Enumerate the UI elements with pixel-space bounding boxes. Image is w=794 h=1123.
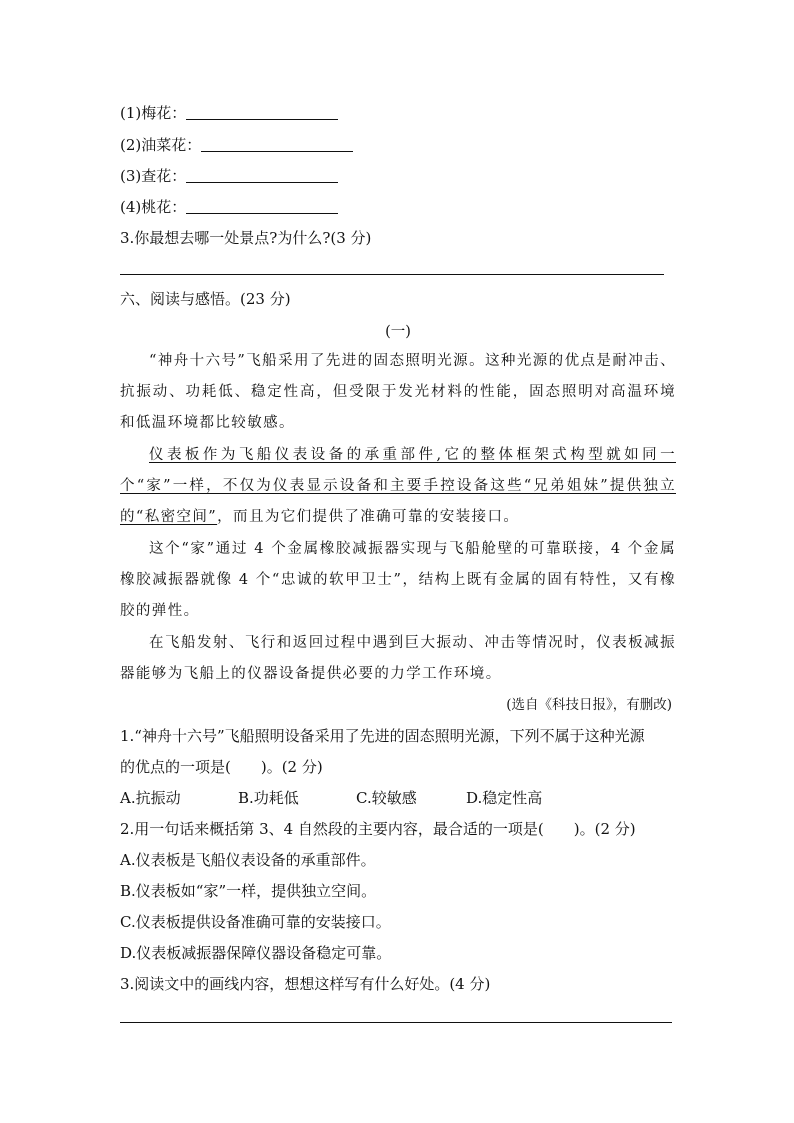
question-2-option-d[interactable]: D.仪表板减振器保障仪器设备稳定可靠。 <box>120 944 392 962</box>
question-1-line2: 的优点的一项是( )。(2 分) <box>120 758 323 776</box>
fill-item-rapeseed <box>120 135 353 155</box>
question-1-options <box>120 788 542 808</box>
passage-paragraph-4: 在飞船发射、飞行和返回过程中遇到巨大振动、冲击等情况时，仪表板减振器能够为飞船上的仪器设备提供必要的力学工作环境。 <box>120 635 676 682</box>
question-1-line1: 1.“神舟十六号”飞船照明设备采用了先进的固态照明光源，下列不属于这种光源 <box>120 727 645 745</box>
option-a[interactable]: A.抗振动 <box>120 789 181 807</box>
fill-item-plum <box>120 103 338 123</box>
fill-item-label: (4)桃花： <box>120 198 187 216</box>
passage-paragraph-2-tail: ，而且为它们提供了准确可靠的安装接口。 <box>217 509 520 525</box>
option-c[interactable]: C.较敏感 <box>356 789 417 807</box>
question-2-option-b[interactable]: B.仪表板如“家”一样，提供独立空间。 <box>120 882 377 900</box>
question-3-top: 3.你最想去哪一处景点?为什么?(3 分) <box>120 229 372 247</box>
answer-line[interactable] <box>120 1022 672 1023</box>
fill-item-label: (2)油菜花： <box>120 136 202 154</box>
answer-blank[interactable] <box>186 168 338 183</box>
answer-blank[interactable] <box>186 199 338 214</box>
question-2-option-a[interactable]: A.仪表板是飞船仪表设备的承重部件。 <box>120 851 376 869</box>
answer-line[interactable] <box>120 274 664 275</box>
question-2-option-c[interactable]: C.仪表板提供设备准确可靠的安装接口。 <box>120 913 391 931</box>
answer-blank[interactable] <box>186 105 338 120</box>
underlined-passage: 仪表板作为飞船仪表设备的承重部件,它的整体框架式构型就如同一个“家”一样，不仅为仪表显示设备和主要手控设备这些“兄弟姐妹”提供独立的“私密空间” <box>120 447 676 525</box>
option-b[interactable]: B.功耗低 <box>238 789 299 807</box>
fill-item-cha <box>120 166 338 186</box>
fill-item-peach <box>120 197 338 217</box>
part-label: (一) <box>385 324 411 340</box>
fill-item-label: (1)梅花： <box>120 104 187 122</box>
passage-source: (选自《科技日报》，有删改) <box>506 697 672 713</box>
option-d[interactable]: D.稳定性高 <box>466 789 543 807</box>
passage-paragraph-2 <box>120 440 676 533</box>
passage-paragraph-1: “神舟十六号”飞船采用了先进的固态照明光源。这种光源的优点是耐冲击、抗振动、功耗低、稳定性高，但受限于发光材料的性能，固态照明对高温环境和低温环境都比较敏感。 <box>120 353 676 431</box>
passage-paragraph-3: 这个“家”通过 4 个金属橡胶减振器实现与飞船舱壁的可靠联接，4 个金属橡胶减振器就像 4 个“忠诚的软甲卫士”，结构上既有金属的固有特性，又有橡胶的弹性。 <box>120 541 676 619</box>
answer-blank[interactable] <box>201 137 353 152</box>
fill-item-label: (3)查花： <box>120 167 187 185</box>
question-2-stem: 2.用一句话来概括第 3、4 自然段的主要内容，最合适的一项是( )。(2 分) <box>120 820 636 838</box>
section-title: 六、阅读与感悟。(23 分) <box>120 290 291 308</box>
question-3-bottom: 3.阅读文中的画线内容，想想这样写有什么好处。(4 分) <box>120 975 491 993</box>
